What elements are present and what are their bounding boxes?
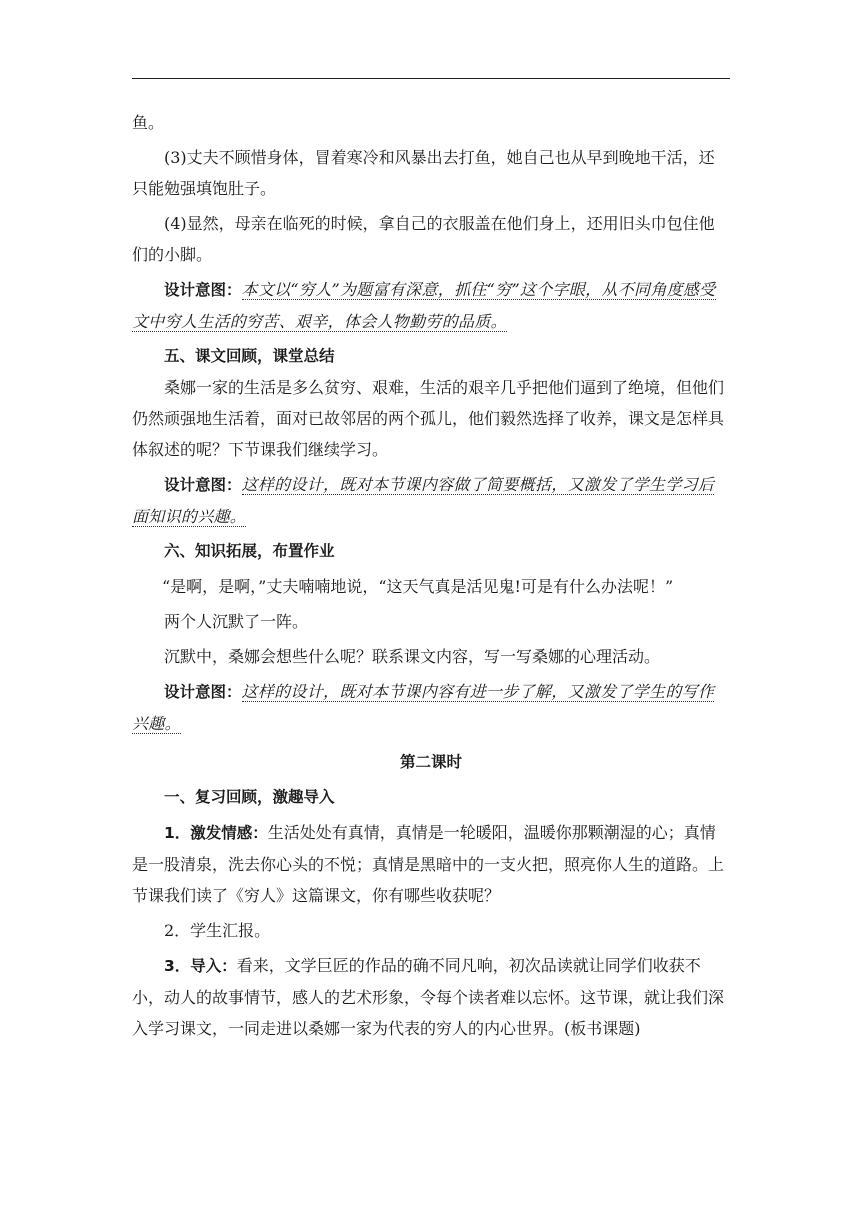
design-intent-2 xyxy=(132,469,730,532)
design-intent-text: 这样的设计，既对本节课内容做了简要概括，又激发了学生学习后面知识的兴趣。 xyxy=(132,475,715,526)
section-6-heading: 六、知识拓展，布置作业 xyxy=(164,542,335,560)
item-3-text: 看来，文学巨匠的作品的确不同凡响，初次品读就让同学们收获不小，动人的故事情节，感人的艺术形象，令每个读者难以忘怀。这节课，就让我们深入学习课文，一同走进以桑娜一家为代表的穷人的内心世界。(板书课题) xyxy=(132,956,725,1038)
design-intent-text: 这样的设计，既对本节课内容有进一步了解，又激发了学生的写作兴趣。 xyxy=(132,682,715,733)
paragraph-continuation: 鱼。 xyxy=(132,113,165,132)
item-1-label: 1．激发情感： xyxy=(164,824,268,842)
header-rule xyxy=(132,78,730,79)
lesson-2-title: 第二课时 xyxy=(399,753,462,771)
document-body xyxy=(132,107,730,1044)
design-intent-label: 设计意图： xyxy=(164,476,242,494)
design-intent-text: 本文以“穷人”为题富有深意，抓住“穷”这个字眼，从不同角度感受文中穷人生活的穷苦、艰辛，体会人物勤劳的品质。 xyxy=(132,280,716,331)
lesson-2-section-1-heading: 一、复习回顾，激趣导入 xyxy=(164,788,335,806)
assignment-line: 沉默中，桑娜会想些什么呢？联系课文内容，写一写桑娜的心理活动。 xyxy=(164,647,661,666)
item-1-text: 生活处处有真情，真情是一轮暖阳，温暖你那颗潮湿的心；真情是一股清泉，洗去你心头的不悦；真情是黑暗中的一支火把，照亮你人生的道路。上节课我们读了《穷人》这篇课文，你有哪些收获呢？ xyxy=(132,823,725,905)
paragraph-point-3: (3)丈夫不顾惜身体，冒着寒冷和风暴出去打鱼，她自己也从早到晚地干活，还只能勉强填饱肚子。 xyxy=(132,148,715,198)
item-3-label: 3．导入： xyxy=(164,957,237,975)
design-intent-label: 设计意图： xyxy=(164,683,242,701)
item-3 xyxy=(132,950,730,1044)
design-intent-1 xyxy=(132,274,730,337)
item-1 xyxy=(132,817,730,911)
item-2: 2．学生汇报。 xyxy=(164,921,271,940)
design-intent-label: 设计意图： xyxy=(164,281,242,299)
paragraph-point-4: (4)显然，母亲在临死的时候，拿自己的衣服盖在他们身上，还用旧头巾包住他们的小脚。 xyxy=(132,214,715,264)
design-intent-3 xyxy=(132,676,730,739)
quote-line-2: 两个人沉默了一阵。 xyxy=(164,612,309,631)
section-5-paragraph: 桑娜一家的生活是多么贫穷、艰难，生活的艰辛几乎把他们逼到了绝境，但他们仍然顽强地生活着，面对已故邻居的两个孤儿，他们毅然选择了收养，课文是怎样具体叙述的呢？下节课我们继续学习。 xyxy=(132,378,725,459)
quote-line-1: “是啊，是啊，”丈夫喃喃地说，“这天气真是活见鬼!可是有什么办法呢！” xyxy=(162,577,674,596)
section-5-heading: 五、课文回顾，课堂总结 xyxy=(164,347,335,365)
